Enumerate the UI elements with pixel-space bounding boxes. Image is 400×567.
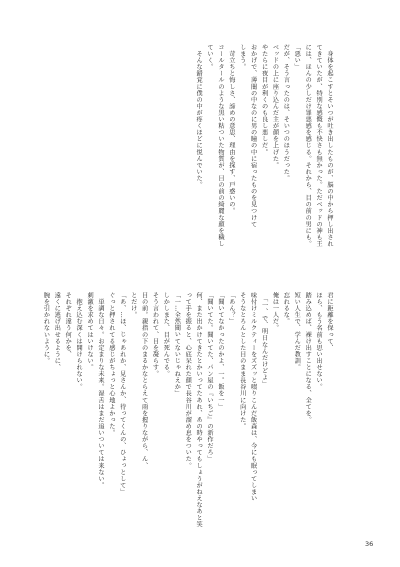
text-column: 身体を起こすとそいつが吐き出したものが、脳の中から押し出され [326, 44, 333, 248]
text-column: とだけ。 [129, 292, 137, 319]
text-column: 抱え込む深くは開けられない。 [75, 292, 83, 391]
text-column: 俺は一人だ。 [271, 292, 279, 332]
text-column: 「聞いてた。聞いてた、パン屋の『いちご』の新作だろ」 [206, 292, 214, 463]
text-column: だが、そう言ったのは、そいつのほうだった。 [282, 44, 290, 182]
text-column: 踏み込めば、裸け出すことになる、全てを。 [304, 292, 312, 423]
text-column: やたらに夜目が利くのも良し悪しだ。 [260, 44, 268, 156]
text-column: 刺激を求めてはいけない。 [86, 292, 94, 371]
text-column: ていく。 [206, 44, 214, 71]
text-column: 苛立ちと悔しさ、諦めの意思、理由を探す、戸惑いの。 [227, 44, 235, 215]
text-column: 何、また出かけてきたとかいってたあれ、あの時やってもしょうがねえなあと笑 [195, 292, 203, 528]
text-column: ぐっと押されてる感じがちょっと心地よかった。 [107, 292, 115, 437]
text-column: 腕を引かれないように。 [42, 292, 50, 365]
text-column: そんな錯覚に僕の中が疼くほどに悦んでいた。 [195, 44, 203, 189]
text-column: てきていたが、特別な感慨も不快さも無かった。ただベッドの神も王 [315, 44, 323, 248]
text-column: 「聞いてなかったのかよ、一。飯を一」 [216, 292, 224, 410]
text-column: ベッドの上に座り込んだ主が顔を上げた。 [271, 44, 279, 169]
text-column: ほら、もう名前も思い出せない。 [315, 292, 323, 391]
text-column: コールタールのような黒い粘ついた物質が、目の前の綺麗な顔を穢し [216, 44, 224, 248]
text-column: 「あん？」 [227, 292, 235, 325]
text-column: 「あ、…ほ、じゃあれか、見さんか、待ってくんの、ひょっとして」 [118, 292, 126, 496]
text-column: 君に距離を保って、 [326, 292, 333, 351]
text-column: 「一、で、明日なんだけどよ」 [260, 292, 268, 388]
text-column: そうなとろんとした目のまま長谷川に向けた。 [238, 292, 246, 430]
text-column: 味付けミルクティーをズズッと啜りこんだ飯森は、今にも眠ってしまい [249, 292, 257, 502]
text-column: しまう。 [238, 44, 246, 71]
text-column: それぞれ違う何かを、 [64, 292, 72, 358]
text-column: って手を振ると、心底呆れた顔で長谷川が溜め息をついた。 [184, 292, 192, 469]
text-column: 短い人生で、学んだ教訓。 [293, 292, 301, 371]
page-number: 36 [365, 540, 374, 548]
text-column: 「悪い」 [293, 44, 301, 71]
upper-text-block [192, 44, 334, 284]
text-column: しかしまた、目が死んでる。 [162, 292, 170, 378]
text-column: 遠くに逃げ出せるように、 [53, 292, 61, 371]
text-column: 単調な日々。お定まりな未来。湿舌はまだ追いついては来ない。 [96, 292, 104, 489]
text-column: 目の前。親指の下のまるかなとらえて雨を握りながら、ん、 [140, 292, 148, 469]
lower-text-block [40, 292, 334, 534]
text-column: そう言われて、目を凝らす。 [151, 292, 159, 378]
text-column: 忘れるな。 [282, 292, 290, 325]
text-column: には、ほんの少しだけ罪悪感を感じる。それから、目の前の男にも。 [304, 44, 312, 248]
text-column: 「一…全然聞いてないじゃねえか」 [173, 292, 181, 397]
text-column: おかげで、薄闇の中なのに男の瞳の中に宿ったものを見つけて [249, 44, 257, 228]
